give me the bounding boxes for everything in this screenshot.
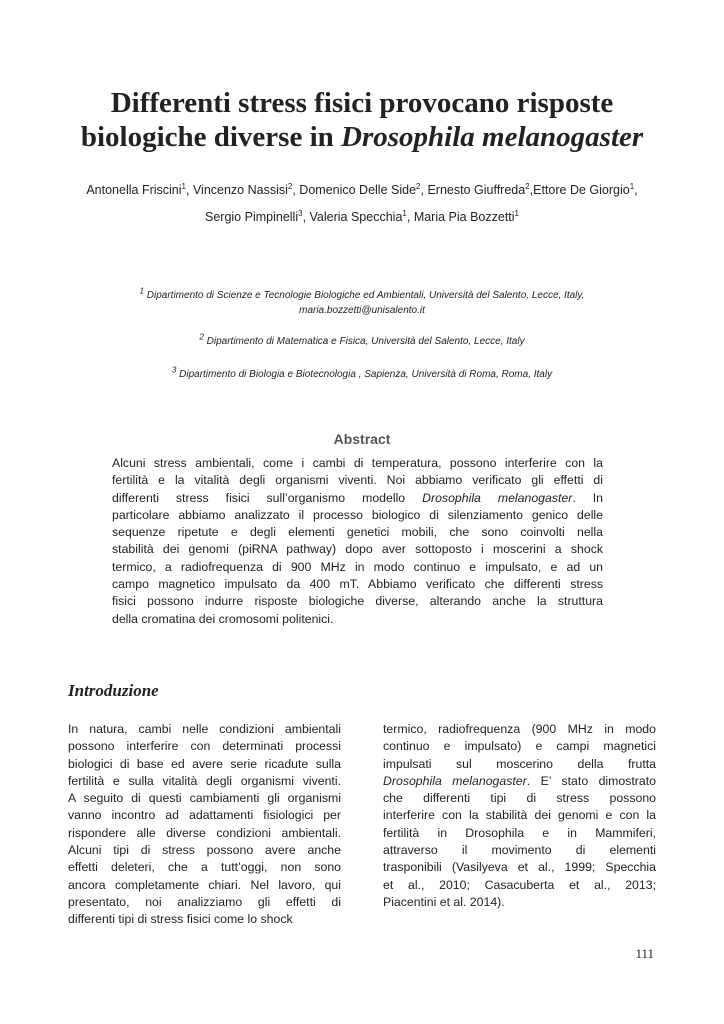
text-fragment: . E’ stato dimostrato [526, 773, 656, 788]
paper-title [40, 86, 684, 154]
text-line [112, 490, 603, 507]
affiliation-text: Dipartimento di Biologia e Biotecnologia , Sapienza, Università di Roma, Roma, Italy [179, 369, 553, 380]
author-affiliation-mark: 1 [629, 181, 635, 191]
text-line: vanno incontro ad adattamenti fisiologici per [68, 808, 341, 823]
text-line: particolare abbiamo analizzato il processo biologico di silenziamento genico delle [112, 507, 603, 522]
author-affiliation-mark: 3 [298, 208, 303, 218]
text-line: campo magnetico impulsato da 400 mT. Abbiamo verificato che differenti stress [112, 577, 603, 592]
author-affiliation-mark: 2 [525, 181, 530, 191]
text-line: stabilità dei genomi (piRNA pathway) dopo aver sottoposto i moscerini a shock [112, 542, 603, 557]
text-line: che differenti tipi di stress possono [383, 791, 656, 806]
text-line: termico, radiofrequenza (900 MHz in modo [383, 722, 656, 736]
affiliation-text: Dipartimento di Matematica e Fisica, Università del Salento, Lecce, Italy [206, 336, 525, 347]
text-line [383, 773, 656, 790]
author-affiliation-mark: 2 [416, 181, 421, 191]
introduction-column-2 [383, 721, 656, 911]
text-line: biologici di base ed avere serie ricadute sulla [68, 756, 341, 771]
text-line: Piacentini et al. 2014). [383, 894, 505, 909]
affiliation-1 [90, 288, 634, 318]
text-line: continuo e impulsato) e campi magnetici [383, 739, 656, 754]
author-name: Valeria Specchia [309, 210, 403, 224]
title-line-1: Differenti stress fisici provocano risposte [110, 87, 614, 119]
text-line: In natura, cambi nelle condizioni ambientali [68, 722, 341, 736]
text-line: presentato, noi analizziamo gli effetti di [68, 894, 341, 909]
introduction-column-1 [68, 721, 341, 929]
affiliation-2 [90, 334, 634, 349]
text-fragment: differenti stress fisici sull’organismo modello [112, 490, 423, 505]
text-line: della cromatina dei cromosomi politenici. [112, 611, 334, 626]
text-line: attraverso il movimento di elementi [383, 843, 656, 858]
affiliation-number: 2 [199, 332, 204, 342]
author-affiliation-mark: 1 [181, 181, 186, 191]
author-name: Ernesto Giuffreda [427, 183, 526, 197]
author-name: Maria Pia Bozzetti [413, 210, 515, 224]
text-line: possono interferire con determinati processi [68, 739, 341, 754]
text-line: trasponibili (Vasilyeva et al., 1999; Specchia [383, 860, 656, 875]
affiliation-number: 1 [139, 286, 144, 296]
text-line: fisici possono indurre risposte biologiche diverse, alterando anche la struttura [112, 594, 603, 609]
text-line: ancora completamente chiari. Nel lavoro, qui [68, 877, 341, 892]
affiliation-text: Dipartimento di Scienze e Tecnologie Biologiche ed Ambientali, Università del Salento, Lecce, Italy, [146, 290, 585, 301]
text-line: fertilità in Drosophila e in Mammiferi, [383, 825, 656, 840]
species-name: Drosophila melanogaster [383, 773, 527, 788]
text-line: interferire con la stabilità dei genomi e con la [383, 808, 656, 823]
author-name: Domenico Delle Side [299, 183, 417, 197]
affiliation-3 [90, 367, 634, 382]
author-list-line-2: Sergio Pimpinelli$^3$, Valeria Specchia$^1$, Maria Pia Bozzetti$^1$ [205, 208, 519, 224]
author-name: Ettore De Giorgio [533, 183, 630, 197]
text-line: et al., 2010; Casacuberta et al., 2013; [383, 877, 656, 892]
title-species: Drosophila melanogaster [341, 121, 644, 153]
author-name: Vincenzo Nassisi [192, 183, 288, 197]
author-list-line-1: Antonella Friscini$^1$, Vincenzo Nassisi$^2$, Domenico Delle Side$^2$, Ernesto Giuffreda$^2$,Ettore De Giorgio$^1$, [86, 181, 638, 197]
author-affiliation-mark: 2 [287, 181, 293, 191]
author-affiliation-mark: 1 [514, 208, 519, 218]
author-name: Sergio Pimpinelli [205, 210, 299, 224]
abstract-heading: Abstract [333, 431, 391, 447]
title-line-2 [40, 120, 684, 154]
text-line: effetti deleteri, che a tutt’oggi, non sono [68, 860, 341, 875]
author-affiliation-mark: 1 [402, 208, 407, 218]
text-line: impulsati sul moscerino della frutta [383, 756, 656, 771]
text-line: termico, a radiofrequenza di 900 MHz in modo continuo e impulsato, e ad un [112, 559, 603, 574]
text-fragment: . In [572, 490, 603, 505]
page-number: 111 [635, 946, 654, 961]
text-line: Alcuni stress ambientali, come i cambi di temperatura, possono interferire con la [112, 456, 603, 470]
affiliation-email: maria.bozzetti@unisalento.it [299, 305, 425, 316]
abstract-body [112, 455, 603, 628]
text-line: fertilità e sulla vitalità degli organismi viventi. [68, 773, 341, 788]
text-line: Alcuni tipi di stress possono avere anche [68, 843, 341, 858]
title-line-2-prefix: biologiche diverse in [80, 121, 342, 153]
text-line: differenti tipi di stress fisici come lo shock [68, 912, 293, 927]
text-line: sequenze ripetute e degli elementi genetici mobili, che sono coinvolti nella [112, 525, 603, 540]
text-line: A seguito di questi cambiamenti gli organismi [68, 791, 341, 806]
text-line: fertilità e la vitalità degli organismi viventi. Noi abbiamo verificato gli effetti di [112, 473, 603, 488]
author-name: Antonella Friscini [86, 183, 182, 197]
introduction-heading: Introduzione [68, 681, 159, 700]
affiliation-number: 3 [171, 365, 177, 375]
text-line: rispondere alle diverse condizioni ambientali. [68, 825, 341, 840]
species-name: Drosophila melanogaster [422, 490, 573, 505]
